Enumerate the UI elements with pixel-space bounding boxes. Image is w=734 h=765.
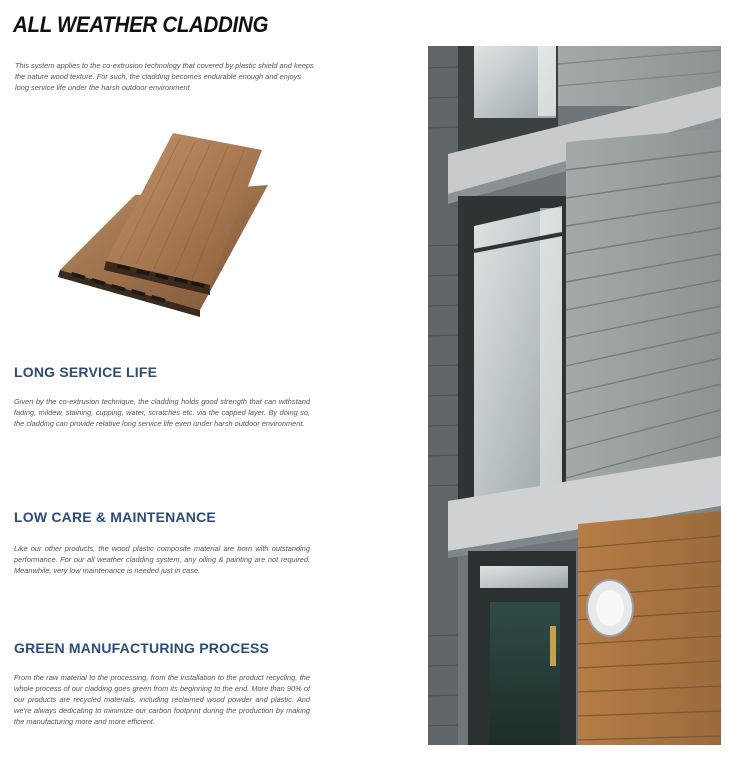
section-body-long-service-life: Given by the co-extrusion technique, the cladding holds good strength that can withstand fading, mildew, staining, cupping, water, scratches etc. via the capped layer. By doing so, the cladding can provide relative long service life even under harsh outdoor environment.	[14, 397, 310, 428]
section-body-green-manufacturing: From the raw material to the processing, from the installation to the product recycling, the whole process of our cladding goes green from its beginning to the end. More than 90% of our products are recycled materials, including reclaimed wood powder and plastic. And we're always dedicating to minimize our carbon footprint during the production by making the manufacturing more and more efficient.	[14, 673, 310, 726]
section-heading-low-care-maintenance: LOW CARE & MAINTENANCE	[14, 509, 216, 525]
section-body-low-care-maintenance: Like our other products, the wood plastic composite material are born with outstanding performance. For our all weather cladding system, any oiling & painting are not required. Meanwhile, very low maintenance is needed just in case.	[14, 544, 310, 575]
intro-paragraph: This system applies to the co-extrusion technology that covered by plastic shield and keeps the nature wood texture. For such, the cladding becomes endurable enough and enjoys long service life under the harsh outdoor environment.	[15, 61, 314, 92]
page-title: ALL WEATHER CLADDING	[13, 12, 269, 37]
section-heading-green-manufacturing: GREEN MANUFACTURING PROCESS	[14, 640, 270, 656]
product-image	[40, 125, 280, 325]
section-heading-long-service-life: LONG SERVICE LIFE	[14, 364, 158, 380]
building-photo	[428, 46, 721, 745]
